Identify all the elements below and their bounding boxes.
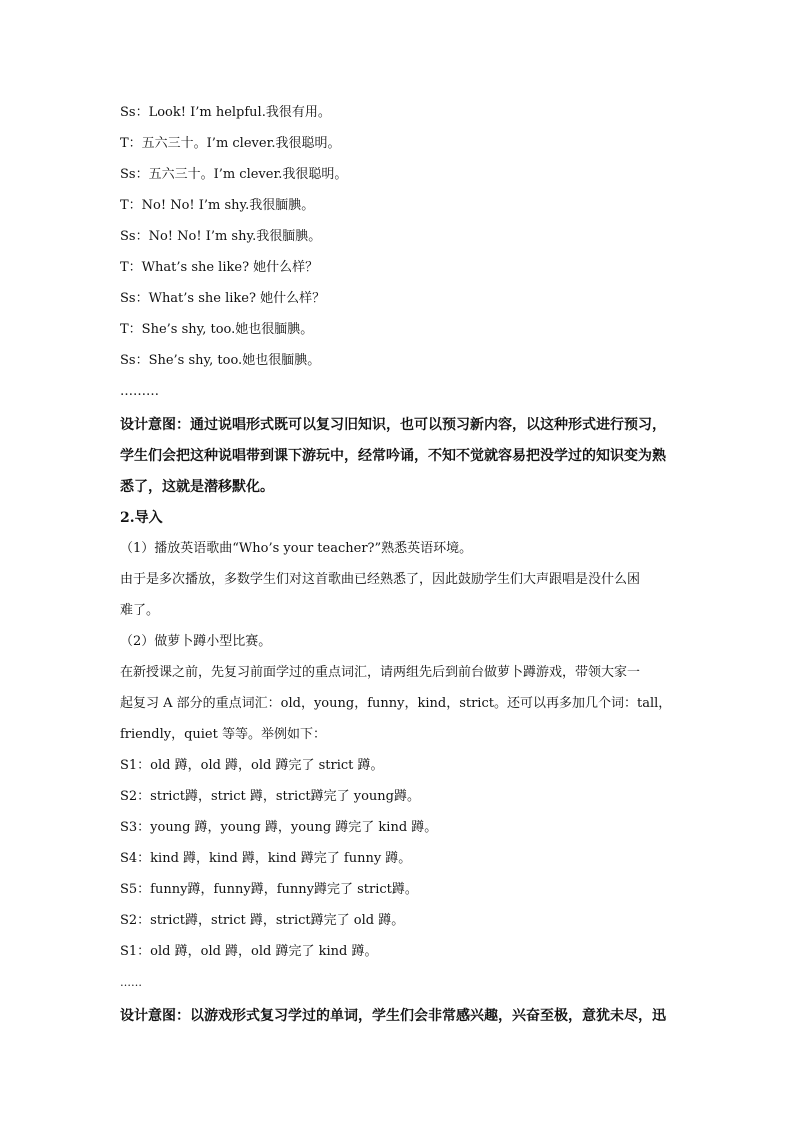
example-line: S1：old 蹲，old 蹲，old 蹲完了 strict 蹲。 xyxy=(120,758,384,773)
example-line: S2：strict蹲，strict 蹲，strict蹲完了 old 蹲。 xyxy=(120,913,405,928)
dialogue-line: T：What’s she like? 她什么样？ xyxy=(120,260,319,275)
list-item-song: （1）播放英语歌曲“Who’s your teacher?”熟悉英语环境。 xyxy=(120,541,473,556)
design-intent-2-line: 设计意图：以游戏形式复习学过的单词，学生们会非常感兴趣，兴奋至极，意犹未尽，迅 xyxy=(120,1008,666,1024)
example-line: S3：young 蹲，young 蹲，young 蹲完了 kind 蹲。 xyxy=(120,820,438,835)
dialogue-line: T：No! No! I’m shy.我很腼腆。 xyxy=(120,198,315,213)
dialogue-line: Ss：Look! I’m helpful.我很有用。 xyxy=(120,105,331,120)
dialogue-line: Ss：No! No! I’m shy.我很腼腆。 xyxy=(120,229,322,244)
ellipsis: …… xyxy=(120,976,142,989)
design-intent-1-line: 设计意图：通过说唱形式既可以复习旧知识，也可以预习新内容，以这种形式进行预习， xyxy=(120,417,666,433)
dialogue-line: T：五六三十。I’m clever.我很聪明。 xyxy=(120,136,341,151)
example-line: S4：kind 蹲，kind 蹲，kind 蹲完了 funny 蹲。 xyxy=(120,851,412,866)
paragraph-line: 起复习 A 部分的重点词汇：old，young，funny，kind，strict。还可以再多加几个词：tall， xyxy=(120,696,672,711)
dialogue-line: Ss：五六三十。I’m clever.我很聪明。 xyxy=(120,167,348,182)
example-line: S1：old 蹲，old 蹲，old 蹲完了 kind 蹲。 xyxy=(120,944,378,959)
paragraph-line: 由于是多次播放，多数学生们对这首歌曲已经熟悉了，因此鼓励学生们大声跟唱是没什么困 xyxy=(120,572,641,587)
section-heading: 2.导入 xyxy=(120,510,163,526)
dialogue-line: Ss：She’s shy, too.她也很腼腆。 xyxy=(120,353,321,368)
list-item-game: （2）做萝卜蹲小型比赛。 xyxy=(120,634,272,649)
paragraph-line: friendly，quiet 等等。举例如下： xyxy=(120,727,326,742)
dialogue-line: Ss：What’s she like? 她什么样？ xyxy=(120,291,326,306)
example-line: S2：strict蹲，strict 蹲，strict蹲完了 young蹲。 xyxy=(120,789,420,804)
ellipsis: ……… xyxy=(120,384,159,399)
dialogue-line: T：She’s shy, too.她也很腼腆。 xyxy=(120,322,314,337)
design-intent-1-line: 悉了，这就是潜移默化。 xyxy=(120,479,274,495)
design-intent-1-line: 学生们会把这种说唱带到课下游玩中，经常吟诵，不知不觉就容易把没学过的知识变为熟 xyxy=(120,448,666,464)
paragraph-line: 在新授课之前，先复习前面学过的重点词汇，请两组先后到前台做萝卜蹲游戏，带领大家一 xyxy=(120,665,641,680)
paragraph-line: 难了。 xyxy=(120,603,160,618)
example-line: S5：funny蹲，funny蹲，funny蹲完了 strict蹲。 xyxy=(120,882,418,897)
